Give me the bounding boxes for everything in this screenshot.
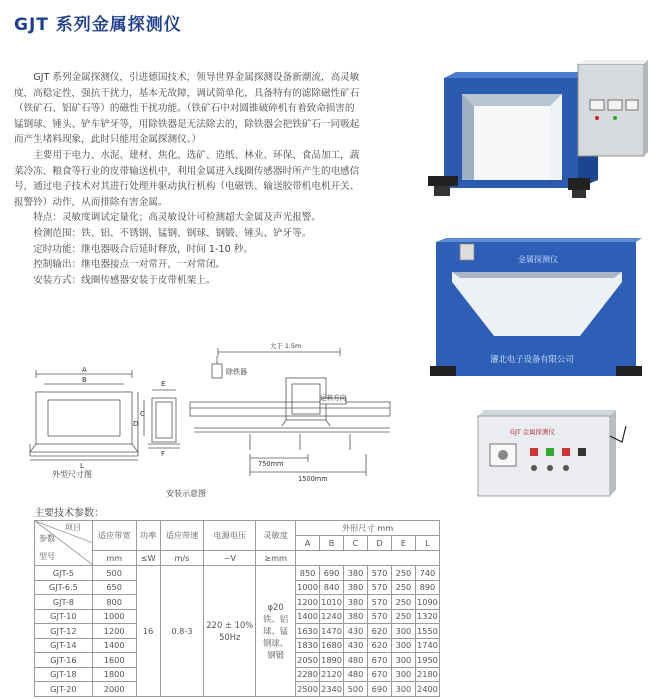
dim-1500-label: 1500mm (298, 475, 328, 483)
width-cell: 1000 (92, 609, 136, 624)
dim-d-label: D (133, 420, 139, 428)
width-cell: 1400 (92, 638, 136, 653)
spec-table (34, 520, 440, 697)
dim-cell: 1090 (415, 595, 439, 610)
dim-cell: 1200 (296, 595, 320, 610)
timer-line: 定时功能：继电器吸合后延时释放，时间 1-10 秒。 (33, 243, 253, 255)
intro-paragraph-2: 主要用于电力、水泥、建材、焦化、选矿、造纸、林业、环保、食品加工，蔬菜冷冻、粮食等行业的皮带输送机中，利用金属进入线圈传感器时所产生的电感信号，通过电子技术对其进行处理并驱动执行机构（电磁铁、输送胶带机电机开关、报警铃）动作，从而排除有害金属。 (14, 149, 360, 208)
sensitivity-value: φ20 (267, 601, 284, 612)
dim-e-label: E (161, 380, 166, 388)
dim-cell: 500 (344, 682, 368, 697)
header-diagonal-cell (35, 521, 93, 566)
col-d: D (368, 536, 392, 551)
power-cell: 16 (136, 566, 160, 697)
unit-dims-spacer (296, 551, 440, 566)
dim-a-label: A (82, 366, 87, 374)
intro-text (14, 70, 360, 288)
dim-f-label: F (161, 450, 166, 458)
voltage-cell (204, 566, 256, 697)
model-cell: GJT-18 (35, 667, 93, 682)
dim-cell: 1400 (296, 609, 320, 624)
width-cell: 1800 (92, 667, 136, 682)
dim-cell: 740 (415, 566, 439, 581)
dim-cell: 570 (368, 609, 392, 624)
intro-paragraph-1: GJT 系列金属探测仪，引进德国技术，领导世界金属探测设备新潮流，高灵敏度，高稳定性，强抗干扰力，基本无故障，调试简单化，具备特有的滤除磁性矿石（铁矿石、铝矿石等）的磁性干扰功能。（铁矿石中对圆锥破碎机有着致命损害的锰钢球、锤头、铲车铲牙等，用除铁器是无法除去的，除铁器会把铁矿石一同吸起而产生堵料现象，此时只能用金属探测仪。） (14, 72, 360, 146)
detector-label-top: 金属探测仪 (518, 255, 558, 264)
dim-cell: 250 (391, 609, 415, 624)
col-e: E (391, 536, 415, 551)
dim-l-label: L (80, 462, 84, 470)
model-cell: GJT-10 (35, 609, 93, 624)
model-cell: GJT-20 (35, 682, 93, 697)
dim-cell: 620 (368, 638, 392, 653)
dim-cell: 620 (368, 624, 392, 639)
dim-cell: 300 (391, 624, 415, 639)
dim-cell: 1740 (415, 638, 439, 653)
dim-cell: 670 (368, 667, 392, 682)
dim-cell: 250 (391, 566, 415, 581)
col-a: A (296, 536, 320, 551)
features-line: 特点：灵敏度调试定量化；高灵敏设计可检测超大金属及声光报警。 (33, 212, 321, 224)
dim-cell: 1010 (320, 595, 344, 610)
dim-cell: 480 (344, 653, 368, 668)
dim-cell: 840 (320, 580, 344, 595)
dim-cell: 890 (415, 580, 439, 595)
dim-cell: 300 (391, 638, 415, 653)
dim-cell: 250 (391, 580, 415, 595)
iron-remover-label: 除铁器 (226, 368, 247, 376)
speed-cell: 0.8-3 (160, 566, 204, 697)
col-l: L (415, 536, 439, 551)
controller-photo (470, 406, 626, 502)
unit-power: ≤W (136, 551, 160, 566)
header-power: 功率 (136, 521, 160, 551)
sensitivity-materials: 铁、铝球、锰钢球、钢锻 (263, 613, 289, 660)
header-sensitivity: 灵敏度 (256, 521, 296, 551)
unit-width: mm (92, 551, 136, 566)
frequency-value: 50Hz (219, 631, 241, 642)
header-dimensions: 外形尺寸 mm (296, 521, 440, 536)
width-cell: 800 (92, 595, 136, 610)
width-cell: 1200 (92, 624, 136, 639)
header-project: 项目 (65, 523, 81, 532)
dim-cell: 300 (391, 667, 415, 682)
dim-b-label: B (82, 376, 87, 384)
dim-cell: 2500 (296, 682, 320, 697)
dim-cell: 380 (344, 580, 368, 595)
params-title: 主要技术参数： (34, 508, 104, 519)
dim-cell: 670 (368, 653, 392, 668)
dim-cell: 2180 (415, 667, 439, 682)
model-cell: GJT-16 (35, 653, 93, 668)
width-cell: 2000 (92, 682, 136, 697)
dim-cell: 570 (368, 566, 392, 581)
width-cell: 650 (92, 580, 136, 595)
unit-voltage: ~V (204, 551, 256, 566)
dim-cell: 300 (391, 682, 415, 697)
model-cell: GJT-6.5 (35, 580, 93, 595)
control-output-line: 控制输出：继电器接点一对常开，一对常闭。 (33, 259, 226, 271)
dim-cell: 1830 (296, 638, 320, 653)
dim-cell: 1470 (320, 624, 344, 639)
dim-c-label: C (140, 410, 145, 418)
dim-cell: 2050 (296, 653, 320, 668)
dim-cell: 1950 (415, 653, 439, 668)
col-b: B (320, 536, 344, 551)
dim-cell: 570 (368, 595, 392, 610)
dim-cell: 1680 (320, 638, 344, 653)
header-width: 适应带宽 (92, 521, 136, 551)
dim-cell: 380 (344, 595, 368, 610)
install-caption: 安装示意图 (166, 489, 206, 498)
dim-cell: 1890 (320, 653, 344, 668)
width-cell: 500 (92, 566, 136, 581)
dim-cell: 2280 (296, 667, 320, 682)
dim-cell: 690 (368, 682, 392, 697)
outline-caption: 外型尺寸图 (52, 470, 92, 479)
dim-750-label: 750mm (258, 460, 284, 468)
dim-cell: 2120 (320, 667, 344, 682)
detector-photo-1 (428, 58, 650, 206)
model-cell: GJT-14 (35, 638, 93, 653)
controller-label: GJT 金属探测仪 (510, 428, 555, 436)
dim-cell: 480 (344, 667, 368, 682)
dim-cell: 570 (368, 580, 392, 595)
dim-cell: 1630 (296, 624, 320, 639)
header-speed: 适应带速 (160, 521, 204, 551)
unit-sensitivity: ≥mm (256, 551, 296, 566)
dim-cell: 430 (344, 624, 368, 639)
dim-cell: 2340 (320, 682, 344, 697)
unit-speed: m/s (160, 551, 204, 566)
dim-cell: 2400 (415, 682, 439, 697)
header-voltage: 电源电压 (204, 521, 256, 551)
sensitivity-cell (256, 566, 296, 697)
detection-range-line: 检测范围：铁、铝、不锈钢、锰钢、钢球、钢锻、锤头、铲牙等。 (33, 227, 312, 239)
model-cell: GJT-12 (35, 624, 93, 639)
flow-direction-label: 运料方向 (320, 394, 347, 402)
dim-cell: 1240 (320, 609, 344, 624)
installation-drawing (166, 338, 390, 498)
table-row (35, 566, 440, 581)
dim-cell: 1000 (296, 580, 320, 595)
dim-cell: 1550 (415, 624, 439, 639)
dim-cell: 850 (296, 566, 320, 581)
model-cell: GJT-8 (35, 595, 93, 610)
model-cell: GJT-5 (35, 566, 93, 581)
page-title: GJT 系列金属探测仪 (14, 15, 182, 35)
dim-cell: 1320 (415, 609, 439, 624)
outline-dimension-drawing (14, 352, 214, 477)
dim-cell: 250 (391, 595, 415, 610)
dim-cell: 430 (344, 638, 368, 653)
dim-cell: 380 (344, 566, 368, 581)
dim-cell: 300 (391, 653, 415, 668)
spec-table-body (35, 566, 440, 697)
dim-cell: 380 (344, 609, 368, 624)
dim-15m-label: 大于 1.5m (270, 342, 302, 350)
col-c: C (344, 536, 368, 551)
width-cell: 1600 (92, 653, 136, 668)
detector-photo-2 (430, 236, 642, 381)
voltage-value: 220 ± 10% (206, 619, 254, 630)
header-model: 型号 (39, 552, 55, 561)
dim-cell: 690 (320, 566, 344, 581)
install-method-line: 安装方式：线圈传感器安装于皮带机架上。 (33, 274, 216, 286)
detector-label-bottom: 瀋北电子设备有限公司 (490, 354, 574, 364)
header-param: 参数 (39, 534, 55, 543)
